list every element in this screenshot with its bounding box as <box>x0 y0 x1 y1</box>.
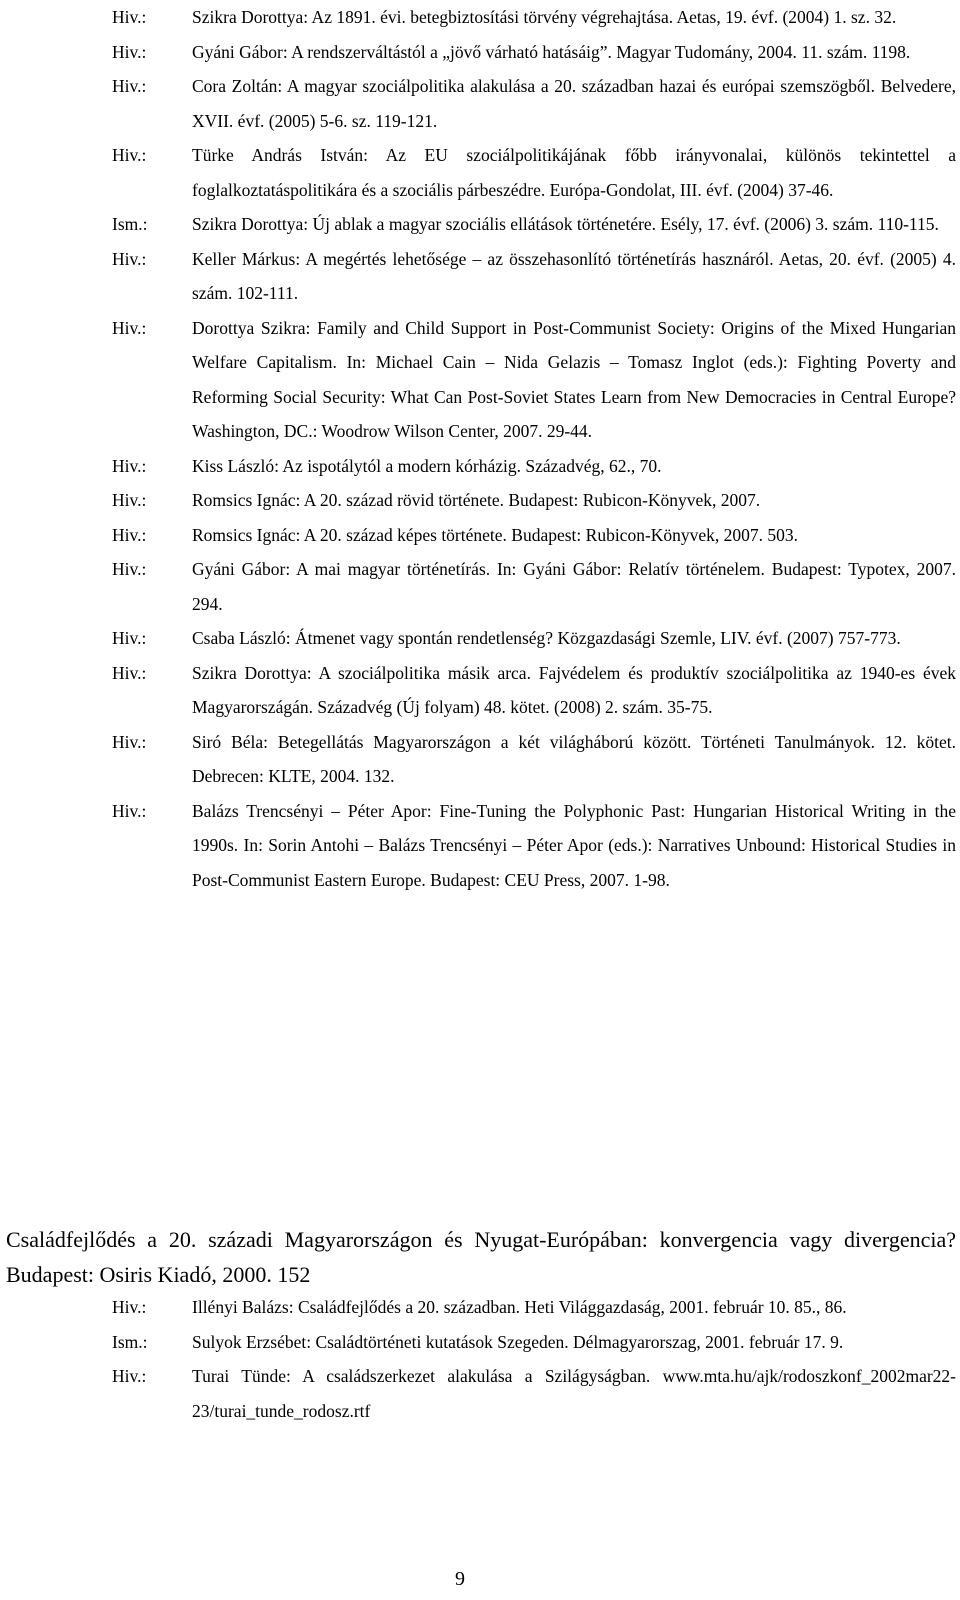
reference-text: Kiss László: Az ispotálytól a modern kórházig. Századvég, 62., 70. <box>192 455 662 476</box>
reference-text: Türke András István: Az EU szociálpolitikájának főbb irányvonalai, különös tekintettel a foglalkoztatáspolitikára és a szociális párbeszédre. Európa-Gondolat, III. évf. (2004) 37-46. <box>192 145 956 200</box>
reference-text: Romsics Ignác: A 20. század rövid története. Budapest: Rubicon-Könyvek, 2007. <box>192 490 761 510</box>
reference-list <box>112 0 956 897</box>
reference-text: Szikra Dorottya: Új ablak a magyar szociális ellátások történetére. Esély, 17. évf. (2006) 3. szám. 110-115. <box>192 214 939 234</box>
reference-type: Hiv.: <box>112 628 147 648</box>
reference-type: Hiv.: <box>112 800 147 821</box>
reference-entry <box>112 0 956 35</box>
reference-type: Hiv.: <box>112 490 147 510</box>
reference-entry <box>112 35 956 70</box>
reference-entry <box>112 207 956 242</box>
reference-entry <box>112 656 956 725</box>
book-heading: Családfejlődés a 20. századi Magyarországon és Nyugat-Európában: konvergencia vagy divergencia? Budapest: Osiris Kiadó, 2000. 152 <box>6 1227 956 1287</box>
reference-type: Hiv.: <box>112 524 147 545</box>
reference-text: Dorottya Szikra: Family and Child Support in Post-Communist Society: Origins of the Mixed Hungarian Welfare Capitalism. In: Michael Cain – Nida Gelazis – Tomasz Inglot (eds.): Fighting Poverty and Reforming Social Security: What Can Post-Soviet States Learn from New Democracies in Central Europe? Washington, DC.: Woodrow Wilson Center, 2007. 29-44. <box>192 317 956 441</box>
reference-type: Hiv.: <box>112 559 147 579</box>
reference-type: Hiv.: <box>112 145 147 165</box>
reference-text: Szikra Dorottya: A szociálpolitika másik arca. Fajvédelem és produktív szociálpolitika az 1940-es évek Magyarországán. Századvég (Új folyam) 48. kötet. (2008) 2. szám. 35-75. <box>192 662 956 717</box>
reference-text: Gyáni Gábor: A mai magyar történetírás. In: Gyáni Gábor: Relatív történelem. Budapest: Typotex, 2007. 294. <box>192 559 956 614</box>
reference-entry <box>112 794 956 898</box>
reference-text: Sulyok Erzsébet: Családtörténeti kutatások Szegeden. Délmagyarorszag, 2001. február 17. 9. <box>192 1331 844 1352</box>
reference-type: Hiv.: <box>112 1366 147 1386</box>
reference-entry <box>112 138 956 207</box>
reference-type: Hiv.: <box>112 662 147 683</box>
reference-list <box>112 1290 956 1428</box>
reference-text: Turai Tünde: A családszerkezet alakulása a Szilágyságban. www.mta.hu/ajk/rodoszkonf_2002mar22-23/turai_tunde_rodosz.rtf <box>192 1366 956 1421</box>
reference-type: Ism.: <box>112 1331 148 1352</box>
reference-type: Hiv.: <box>112 41 147 62</box>
reference-entry <box>112 552 956 621</box>
reference-text: Cora Zoltán: A magyar szociálpolitika alakulása a 20. században hazai és európai szemszögből. Belvedere, XVII. évf. (2005) 5-6. sz. 119-121. <box>192 76 956 131</box>
page-number: 9 <box>455 1568 465 1590</box>
reference-type: Hiv.: <box>112 731 147 752</box>
reference-type: Hiv.: <box>112 248 147 269</box>
reference-text: Keller Márkus: A megértés lehetősége – az összehasonlító történetírás hasznáról. Aetas, 20. évf. (2005) 4. szám. 102-111. <box>192 248 956 303</box>
reference-entry <box>112 483 956 518</box>
reference-type: Hiv.: <box>112 7 147 27</box>
reference-entry <box>112 449 956 484</box>
reference-text: Balázs Trencsényi – Péter Apor: Fine-Tuning the Polyphonic Past: Hungarian Historical Writing in the 1990s. In: Sorin Antohi – Balázs Trencsényi – Péter Apor (eds.): Narratives Unbound: Historical Studies in Post-Communist Eastern Europe. Budapest: CEU Press, 2007. 1-98. <box>192 800 956 890</box>
reference-entry <box>112 1325 956 1360</box>
reference-text: Csaba László: Átmenet vagy spontán rendetlenség? Közgazdasági Szemle, LIV. évf. (2007) 757-773. <box>192 628 901 648</box>
reference-entry <box>112 621 956 656</box>
reference-entry <box>112 518 956 553</box>
reference-type: Hiv.: <box>112 455 147 476</box>
reference-type: Hiv.: <box>112 317 147 338</box>
reference-text: Romsics Ignác: A 20. század képes története. Budapest: Rubicon-Könyvek, 2007. 503. <box>192 524 799 545</box>
reference-type: Hiv.: <box>112 76 147 96</box>
reference-entry <box>112 69 956 138</box>
reference-entry <box>112 1290 956 1325</box>
reference-entry <box>112 1359 956 1428</box>
reference-text: Illényi Balázs: Családfejlődés a 20. században. Heti Világgazdaság, 2001. február 10. 85., 86. <box>192 1297 847 1317</box>
reference-entry <box>112 242 956 311</box>
reference-type: Ism.: <box>112 214 148 234</box>
reference-text: Siró Béla: Betegellátás Magyarországon a két világháború között. Történeti Tanulmányok. 12. kötet. Debrecen: KLTE, 2004. 132. <box>192 731 956 786</box>
reference-text: Gyáni Gábor: A rendszerváltástól a „jövő várható hatásáig”. Magyar Tudomány, 2004. 11. szám. 1198. <box>192 41 911 62</box>
reference-entry <box>112 311 956 449</box>
reference-type: Hiv.: <box>112 1297 147 1317</box>
reference-text: Szikra Dorottya: Az 1891. évi. betegbiztosítási törvény végrehajtása. Aetas, 19. évf. (2004) 1. sz. 32. <box>192 7 897 27</box>
reference-entry <box>112 725 956 794</box>
